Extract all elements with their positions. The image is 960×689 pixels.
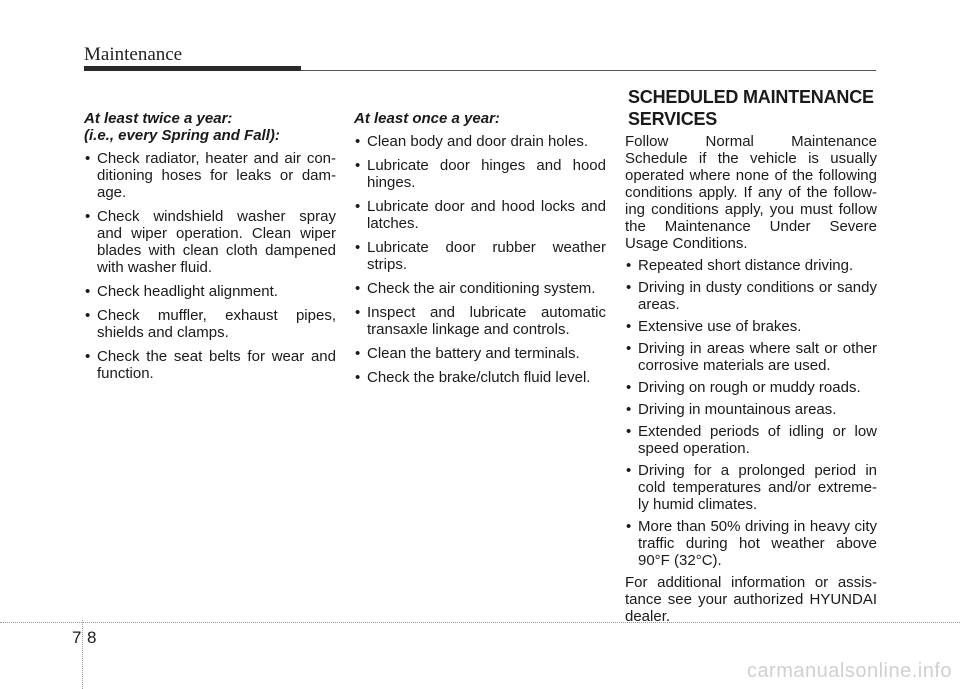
severe-conditions-list <box>625 257 877 569</box>
list-item: • Extensive use of brakes. <box>625 318 877 335</box>
list-item: • Extended periods of idling or low speed operation. <box>625 423 877 457</box>
column-once-a-year <box>354 110 606 393</box>
subhead-once-a-year: At least once a year: <box>354 110 500 127</box>
intro-paragraph: Follow Normal Maintenance Schedule if the vehicle is usually operated where none of the following conditions apply. If any of the follow-ing conditions apply, you must follow the Maintenance Under Severe Usage Conditions. <box>625 133 877 252</box>
list-item: • Clean the battery and terminals. <box>354 345 606 362</box>
section-title-line: SCHEDULED MAINTENANCE <box>628 87 874 107</box>
footer-dotted-rule <box>0 622 960 623</box>
subhead-line: At least twice a year: <box>84 110 233 127</box>
list-item: • Check headlight alignment. <box>84 283 336 300</box>
list-item: • Check the seat belts for wear and function. <box>84 348 336 382</box>
list-item: • Check windshield washer spray and wiper operation. Clean wiper blades with clean cloth dampened with washer fluid. <box>84 208 336 276</box>
list-item: • Driving for a prolonged period in cold temperatures and/or extreme-ly humid climates. <box>625 462 877 513</box>
list-item: • Check the air conditioning system. <box>354 280 606 297</box>
list-item: • Inspect and lubricate automatic transaxle linkage and controls. <box>354 304 606 338</box>
chapter-number: 7 <box>72 628 82 647</box>
subhead-line: (i.e., every Spring and Fall): <box>84 127 280 144</box>
header-rule-thin <box>301 70 876 71</box>
list-item: • Lubricate door rubber weather strips. <box>354 239 606 273</box>
watermark-text: carmanualsonline.info <box>746 660 952 682</box>
list-item: • Check radiator, heater and air con-ditioning hoses for leaks or dam-age. <box>84 150 336 201</box>
list-item: • Lubricate door hinges and hood hinges. <box>354 157 606 191</box>
list-item: • Driving on rough or muddy roads. <box>625 379 877 396</box>
list-item: • Check the brake/clutch fluid level. <box>354 369 606 386</box>
section-title-scheduled-maintenance <box>628 86 874 130</box>
list-item: • More than 50% driving in heavy city traffic during hot weather above 90°F (32°C). <box>625 518 877 569</box>
list-item: • Driving in dusty conditions or sandy areas. <box>625 279 877 313</box>
subhead-twice-a-year <box>84 110 336 144</box>
page-number: 8 <box>87 628 97 647</box>
page-header-title: Maintenance <box>84 44 183 65</box>
list-item: • Driving in mountainous areas. <box>625 401 877 418</box>
footer-dotted-divider <box>82 620 83 689</box>
column-scheduled-maintenance <box>625 133 877 630</box>
column-twice-a-year <box>84 110 336 389</box>
list-item: • Repeated short distance driving. <box>625 257 877 274</box>
list-item: • Clean body and door drain holes. <box>354 133 606 150</box>
list-item: • Check muffler, exhaust pipes, shields and clamps. <box>84 307 336 341</box>
header-rule-thick <box>84 66 301 71</box>
list-item: • Driving in areas where salt or other corrosive materials are used. <box>625 340 877 374</box>
outro-paragraph: For additional information or assis-tance see your authorized HYUNDAI dealer. <box>625 574 877 625</box>
section-title-line: SERVICES <box>628 109 718 129</box>
checklist-twice-a-year <box>84 150 336 382</box>
checklist-once-a-year <box>354 133 606 386</box>
list-item: • Lubricate door and hood locks and latches. <box>354 198 606 232</box>
